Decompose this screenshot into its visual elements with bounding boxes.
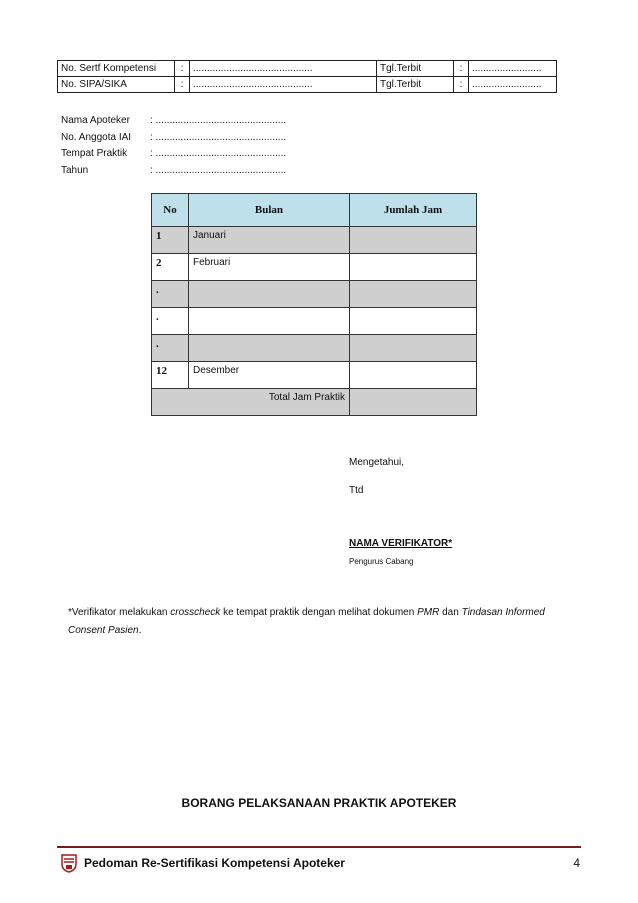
- total-hours: [350, 389, 477, 416]
- table-row: [152, 227, 477, 254]
- note-italic: crosscheck: [170, 607, 221, 618]
- total-row: [152, 389, 477, 416]
- identity-row: [61, 163, 286, 180]
- header-bulan: Bulan: [189, 194, 350, 227]
- info-dots: ...........................................: [190, 61, 377, 77]
- table-row: [58, 77, 557, 93]
- table-row: [152, 281, 477, 308]
- row-no: .: [152, 335, 189, 362]
- info-colon: :: [175, 77, 190, 93]
- table-row: [152, 335, 477, 362]
- note-text: ke tempat praktik dengan melihat dokumen: [220, 607, 418, 618]
- row-no: .: [152, 308, 189, 335]
- verification-note: [68, 604, 568, 640]
- row-hours: [350, 308, 477, 335]
- row-hours: [350, 227, 477, 254]
- note-text: dan: [439, 607, 462, 618]
- row-no: 1: [152, 227, 189, 254]
- identity-label: Nama Apoteker: [61, 115, 130, 126]
- note-text: *Verifikator melakukan: [68, 607, 171, 618]
- note-text: .: [138, 625, 142, 636]
- table-header-row: [152, 194, 477, 227]
- certificate-info-table: [57, 60, 557, 93]
- identity-value: : ...............................................: [150, 148, 287, 159]
- mengetahui-text: Mengetahui,: [349, 457, 405, 468]
- info-dots-2: .........................: [469, 61, 557, 77]
- identity-label: Tempat Praktik: [61, 148, 128, 159]
- identity-row: [61, 146, 286, 163]
- iai-logo-icon: [60, 853, 78, 873]
- practice-hours-table: [151, 193, 477, 416]
- page-number: 4: [573, 856, 580, 870]
- ttd-text: Ttd: [349, 485, 364, 496]
- row-month: Desember: [189, 362, 350, 389]
- verifier-role: Pengurus Cabang: [349, 557, 414, 566]
- identity-value: : ...............................................: [150, 164, 287, 176]
- info-dots-2: .........................: [469, 77, 557, 93]
- row-month: [189, 281, 350, 308]
- identity-value: : ...............................................: [150, 115, 287, 126]
- identity-value: : ...............................................: [150, 131, 287, 143]
- identity-row: [61, 130, 286, 147]
- row-hours: [350, 362, 477, 389]
- table-row: [152, 362, 477, 389]
- note-italic: Tindasan Informed Consent Pasien: [68, 607, 545, 636]
- header-no: No: [152, 194, 189, 227]
- header-jumlah-jam: Jumlah Jam: [350, 194, 477, 227]
- row-hours: [350, 335, 477, 362]
- note-italic: PMR: [417, 607, 440, 618]
- form-title: BORANG PELAKSANAAN PRAKTIK APOTEKER: [181, 796, 457, 810]
- info-colon-2: :: [454, 61, 469, 77]
- info-label-2: Tgl.Terbit: [377, 61, 454, 77]
- identity-label: No. Anggota IAI: [61, 131, 132, 143]
- table-row: [152, 254, 477, 281]
- footer-divider: [57, 846, 581, 848]
- footer-text: Pedoman Re-Sertifikasi Kompetensi Apoteker: [84, 856, 345, 870]
- info-colon-2: :: [454, 77, 469, 93]
- table-row: [152, 308, 477, 335]
- table-row: [58, 61, 557, 77]
- identity-block: [61, 113, 286, 179]
- row-no: 12: [152, 362, 189, 389]
- info-label-2: Tgl.Terbit: [377, 77, 454, 93]
- info-label: No. SIPA/SIKA: [58, 77, 175, 93]
- info-colon: :: [175, 61, 190, 77]
- row-month: [189, 308, 350, 335]
- page-footer: [60, 853, 580, 873]
- identity-label: Tahun: [61, 164, 89, 176]
- row-month: Januari: [189, 227, 350, 254]
- info-label: No. Sertf Kompetensi: [58, 61, 175, 77]
- row-hours: [350, 254, 477, 281]
- total-label: Total Jam Praktik: [152, 389, 350, 416]
- identity-row: [61, 113, 286, 130]
- row-month: Februari: [189, 254, 350, 281]
- row-hours: [350, 281, 477, 308]
- info-dots: ...........................................: [190, 77, 377, 93]
- row-no: 2: [152, 254, 189, 281]
- verifier-name: NAMA VERIFIKATOR*: [349, 538, 453, 549]
- row-month: [189, 335, 350, 362]
- row-no: .: [152, 281, 189, 308]
